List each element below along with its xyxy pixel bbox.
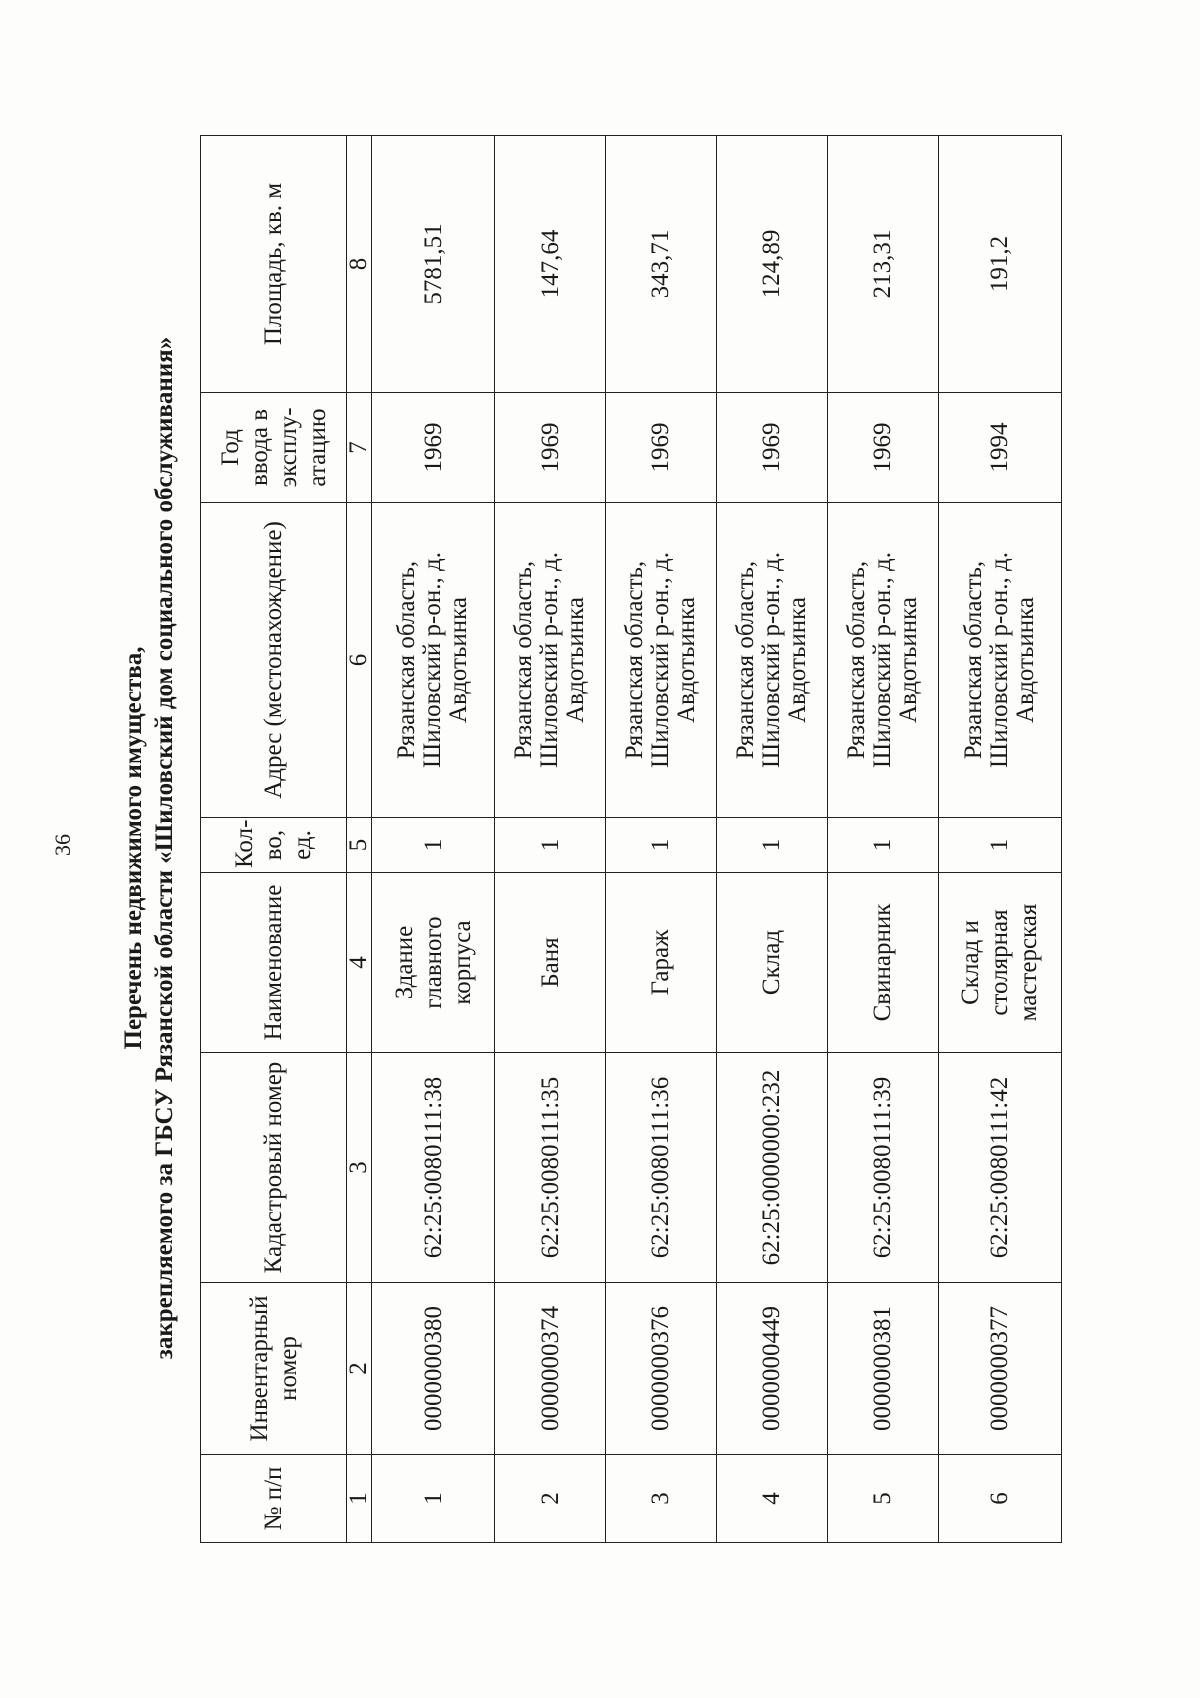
column-number-row [347, 136, 372, 1543]
cell-index: 6 [938, 1455, 1061, 1543]
column-number: 4 [347, 873, 372, 1053]
column-number: 6 [347, 503, 372, 818]
cell-name: Здание главного корпуса [372, 873, 495, 1053]
cell-quantity: 1 [372, 818, 495, 873]
title-line-2: закрепляемого за ГБСУ Рязанской области «Шиловский дом социального обслуживания» [151, 336, 178, 1360]
cell-area: 147,64 [495, 136, 606, 393]
table-row [495, 136, 606, 1543]
cell-name: Склад и столярная мастерская [938, 873, 1061, 1053]
cell-quantity: 1 [716, 818, 827, 873]
cell-address: Рязанская область, Шиловский р-он., д. Авдотьинка [606, 503, 717, 818]
cell-index: 2 [495, 1455, 606, 1543]
header-cell-address: Адрес (местонахождение) [201, 503, 347, 818]
cell-cadastral-number: 62:25:0080111:36 [606, 1053, 717, 1283]
header-cell-index: № п/п [201, 1455, 347, 1543]
cell-cadastral-number: 62:25:0000000:232 [716, 1053, 827, 1283]
cell-cadastral-number: 62:25:0080111:39 [827, 1053, 938, 1283]
cell-year: 1969 [827, 393, 938, 503]
cell-name: Гараж [606, 873, 717, 1053]
cell-cadastral-number: 62:25:0080111:38 [372, 1053, 495, 1283]
table-row [938, 136, 1061, 1543]
cell-address: Рязанская область, Шиловский р-он., д. Авдотьинка [716, 503, 827, 818]
cell-area: 191,2 [938, 136, 1061, 393]
cell-quantity: 1 [938, 818, 1061, 873]
property-table [200, 135, 1062, 1543]
cell-name: Баня [495, 873, 606, 1053]
cell-quantity: 1 [495, 818, 606, 873]
cell-index: 4 [716, 1455, 827, 1543]
cell-year: 1969 [495, 393, 606, 503]
cell-year: 1969 [716, 393, 827, 503]
cell-index: 3 [606, 1455, 717, 1543]
cell-inventory-number: 0000000376 [606, 1283, 717, 1455]
cell-index: 5 [827, 1455, 938, 1543]
column-number: 1 [347, 1455, 372, 1543]
column-number: 5 [347, 818, 372, 873]
cell-name: Свинарник [827, 873, 938, 1053]
cell-year: 1969 [372, 393, 495, 503]
header-cell-cadastral-number: Кадастровый номер [201, 1053, 347, 1283]
cell-inventory-number: 0000000381 [827, 1283, 938, 1455]
title-line-1: Перечень недвижимого имущества, [120, 646, 147, 1050]
header-cell-area: Площадь, кв. м [201, 136, 347, 393]
cell-address: Рязанская область, Шиловский р-он., д. Авдотьинка [495, 503, 606, 818]
cell-address: Рязанская область, Шиловский р-он., д. Авдотьинка [938, 503, 1061, 818]
table-row [606, 136, 717, 1543]
header-cell-name: Наименование [201, 873, 347, 1053]
table-row [372, 136, 495, 1543]
document-title [118, 148, 180, 1548]
cell-area: 213,31 [827, 136, 938, 393]
page-number: 36 [50, 834, 75, 856]
cell-inventory-number: 0000000380 [372, 1283, 495, 1455]
column-number: 3 [347, 1053, 372, 1283]
header-cell-inventory-number: Инвентарный номер [201, 1283, 347, 1455]
column-number: 2 [347, 1283, 372, 1455]
cell-address: Рязанская область, Шиловский р-он., д. Авдотьинка [827, 503, 938, 818]
cell-index: 1 [372, 1455, 495, 1543]
cell-name: Склад [716, 873, 827, 1053]
cell-inventory-number: 0000000377 [938, 1283, 1061, 1455]
cell-year: 1994 [938, 393, 1061, 503]
cell-year: 1969 [606, 393, 717, 503]
cell-address: Рязанская область, Шиловский р-он., д. Авдотьинка [372, 503, 495, 818]
cell-quantity: 1 [606, 818, 717, 873]
cell-cadastral-number: 62:25:0080111:42 [938, 1053, 1061, 1283]
cell-inventory-number: 0000000449 [716, 1283, 827, 1455]
cell-inventory-number: 0000000374 [495, 1283, 606, 1455]
column-number: 7 [347, 393, 372, 503]
table-row [716, 136, 827, 1543]
header-cell-quantity: Кол-во, ед. [201, 818, 347, 873]
cell-area: 5781,51 [372, 136, 495, 393]
header-row [201, 136, 347, 1543]
table-row [827, 136, 938, 1543]
header-cell-year: Год ввода в эксплу-атацию [201, 393, 347, 503]
column-number: 8 [347, 136, 372, 393]
cell-cadastral-number: 62:25:0080111:35 [495, 1053, 606, 1283]
cell-area: 124,89 [716, 136, 827, 393]
cell-quantity: 1 [827, 818, 938, 873]
cell-area: 343,71 [606, 136, 717, 393]
